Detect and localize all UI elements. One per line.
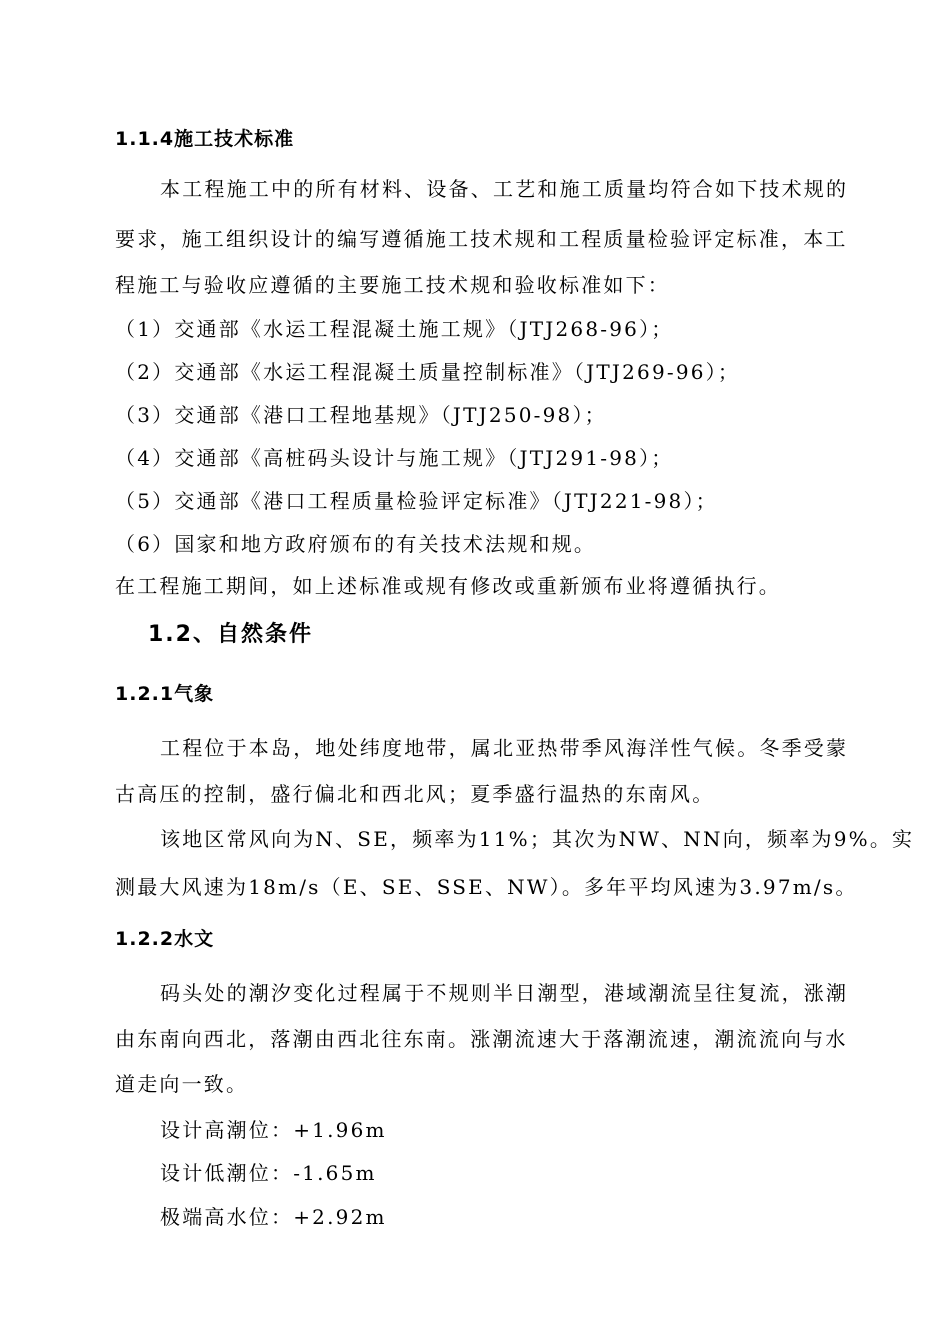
paragraph-line: 程施工与验收应遵循的主要施工技术规和验收标准如下： [115, 273, 670, 297]
paragraph-line: 古高压的控制，盛行偏北和西北风；夏季盛行温热的东南风。 [115, 782, 715, 806]
paragraph-line: 测最大风速为18m/s（E、SE、SSE、NW）。多年平均风速为3.97m/s。 [115, 875, 858, 899]
tide-level-extreme-high: 极端高水位：+2.92m [160, 1205, 387, 1229]
standard-item: （3）交通部《港口工程地基规》（JTJ250-98）； [115, 403, 607, 427]
paragraph-line: 由东南向西北，落潮由西北往东南。涨潮流速大于落潮流速，潮流流向与水 [115, 1027, 848, 1051]
tide-level-design-high: 设计高潮位：+1.96m [160, 1118, 387, 1142]
section-heading-1-2-1: 1.2.1气象 [115, 683, 215, 705]
section-heading-1-2-2: 1.2.2水文 [115, 928, 215, 950]
paragraph-line: 工程位于本岛，地处纬度地带，属北亚热带季风海洋性气候。冬季受蒙 [160, 736, 849, 760]
standard-item: （5）交通部《港口工程质量检验评定标准》（JTJ221-98）； [115, 489, 718, 513]
standard-item: （2）交通部《水运工程混凝土质量控制标准》（JTJ269-96）； [115, 360, 741, 384]
paragraph-line: 本工程施工中的所有材料、设备、工艺和施工质量均符合如下技术规的 [160, 177, 849, 201]
closing-paragraph: 在工程施工期间，如上述标准或规有修改或重新颁布业将遵循执行。 [115, 574, 781, 598]
standard-item: （6）国家和地方政府颁布的有关技术法规和规。 [115, 532, 597, 556]
standard-item: （4）交通部《高桩码头设计与施工规》（JTJ291-98）； [115, 446, 674, 470]
tide-level-design-low: 设计低潮位：-1.65m [160, 1161, 377, 1185]
paragraph-line: 道走向一致。 [115, 1072, 249, 1096]
paragraph-line: 该地区常风向为N、SE，频率为11%；其次为NW、NN向，频率为9%。实 [160, 827, 915, 851]
standard-item: （1）交通部《水运工程混凝土施工规》（JTJ268-96）； [115, 317, 674, 341]
paragraph-line: 要求，施工组织设计的编写遵循施工技术规和工程质量检验评定标准，本工 [115, 227, 848, 251]
paragraph-line: 码头处的潮汐变化过程属于不规则半日潮型，港域潮流呈往复流，涨潮 [160, 981, 849, 1005]
section-heading-1-2: 1.2、自然条件 [148, 622, 313, 647]
section-heading-1-1-4: 1.1.4施工技术标准 [115, 128, 295, 150]
